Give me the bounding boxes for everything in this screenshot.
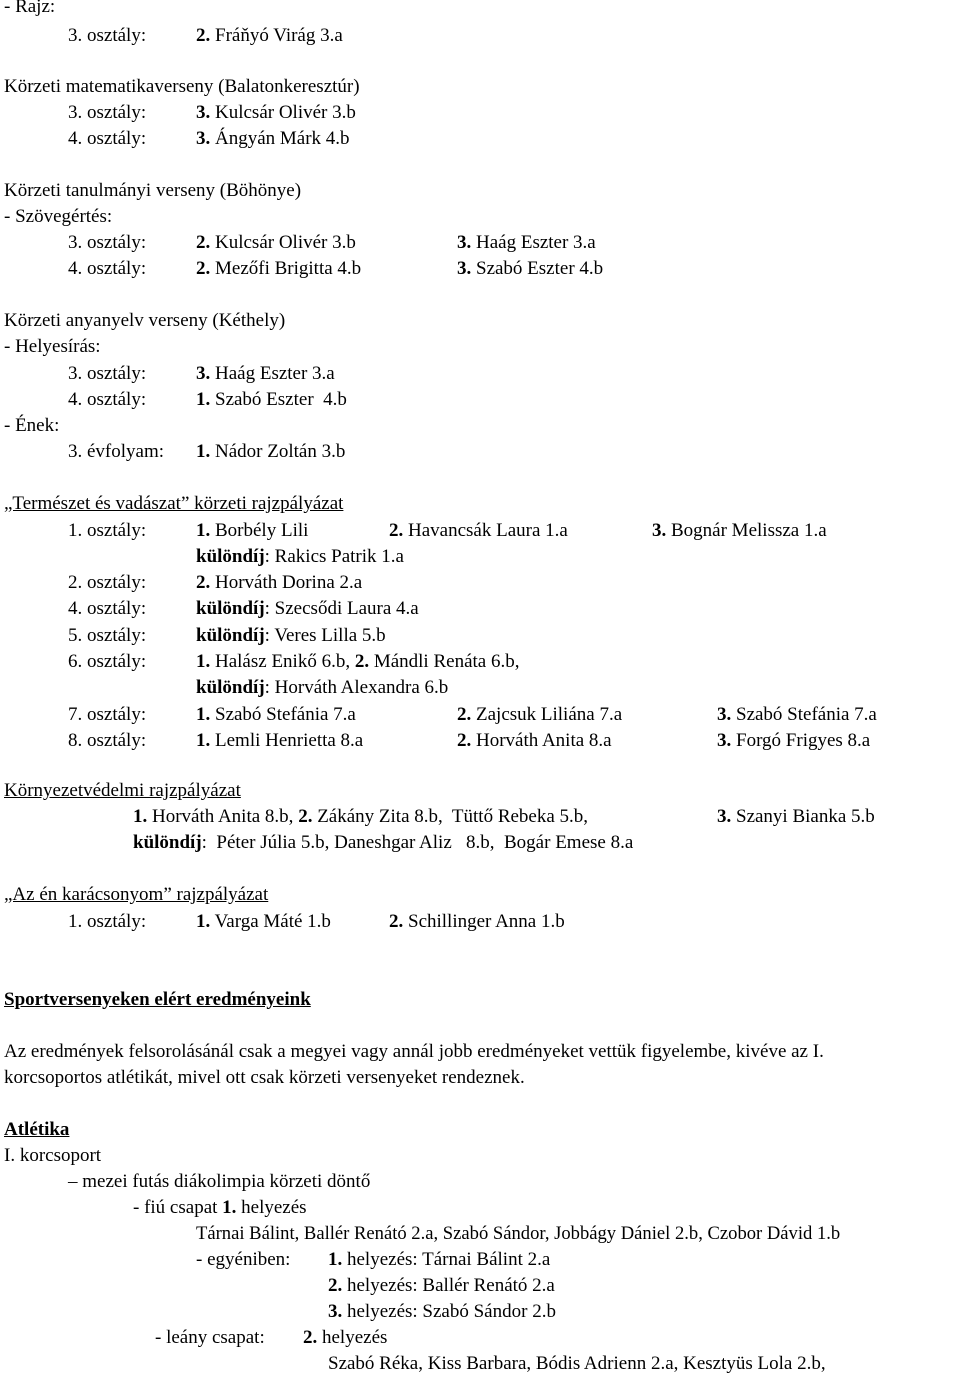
section-title-anyanyelv: Körzeti anyanyelv verseny (Kéthely) [4, 310, 286, 331]
class-label: 1. osztály: [68, 911, 147, 932]
special-prize-entry: különdíj: Péter Júlia 5.b, Daneshgar Aliz 8.b, Bogár Emese 8.a [133, 832, 634, 853]
section-title-termeszet: „Természet és vadászat” körzeti rajzpályázat [4, 493, 344, 514]
class-label: 6. osztály: [68, 651, 147, 672]
result-entry: 2. Horváth Dorina 2.a [196, 572, 363, 593]
result-entry: 2. Fráňyó Virág 3.a [196, 25, 343, 46]
class-label: 3. évfolyam: [68, 441, 165, 462]
age-group-label: I. korcsoport [4, 1145, 102, 1166]
result-entry: 2. Mezőfi Brigitta 4.b [196, 258, 362, 279]
result-entry: 3. Szabó Stefánia 7.a [717, 704, 877, 725]
section-title-karacsony: „Az én karácsonyom” rajzpályázat [4, 884, 269, 905]
section-title-matek: Körzeti matematikaverseny (Balatonkeresztúr) [4, 76, 360, 97]
result-entry: 1. Borbély Lili [196, 520, 309, 541]
section-title-tanulmanyi: Körzeti tanulmányi verseny (Böhönye) [4, 180, 302, 201]
class-label: 3. osztály: [68, 25, 147, 46]
event-title: – mezei futás diákolimpia körzeti döntő [68, 1171, 371, 1192]
special-prize-entry: különdíj: Veres Lilla 5.b [196, 625, 386, 646]
rajz-header: - Rajz: [4, 0, 56, 17]
result-entry: 3. Kulcsár Olivér 3.b [196, 102, 356, 123]
result-entry: 1. Nádor Zoltán 3.b [196, 441, 346, 462]
subsection-label: - Szövegértés: [4, 206, 113, 227]
result-entry: 3. Bognár Melissza 1.a [652, 520, 827, 541]
class-label: 2. osztály: [68, 572, 147, 593]
class-label: 8. osztály: [68, 730, 147, 751]
subsection-label: - Ének: [4, 415, 60, 436]
class-label: 3. osztály: [68, 102, 147, 123]
class-label: 4. osztály: [68, 389, 147, 410]
result-entry: 3. Szanyi Bianka 5.b [717, 806, 875, 827]
class-label: 4. osztály: [68, 128, 147, 149]
subsection-label: - Helyesírás: [4, 336, 101, 357]
result-entry: 1. Lemli Henrietta 8.a [196, 730, 364, 751]
class-label: 4. osztály: [68, 598, 147, 619]
result-entry: 2. Schillinger Anna 1.b [389, 911, 565, 932]
individual-result: 2. helyezés: Ballér Renátó 2.a [328, 1275, 555, 1296]
individual-result: 1. helyezés: Tárnai Bálint 2.a [328, 1249, 551, 1270]
result-entry: 2. Kulcsár Olivér 3.b [196, 232, 356, 253]
individual-label: - egyéniben: [196, 1249, 291, 1270]
result-entry: 3. Szabó Eszter 4.b [457, 258, 604, 279]
result-entry: 2. Horváth Anita 8.a [457, 730, 612, 751]
class-label: 7. osztály: [68, 704, 147, 725]
result-entry: 3. Haág Eszter 3.a [196, 363, 335, 384]
result-entry: 1. Halász Enikő 6.b, 2. Mándli Renáta 6.b, [196, 651, 520, 672]
result-entry: 3. Haág Eszter 3.a [457, 232, 596, 253]
team-result: - fiú csapat 1. helyezés [133, 1197, 307, 1218]
result-entry: 1. Szabó Eszter 4.b [196, 389, 347, 410]
result-entry: 2. Zajcsuk Liliána 7.a [457, 704, 623, 725]
class-label: 1. osztály: [68, 520, 147, 541]
subheading-atletika: Atlétika [4, 1119, 70, 1140]
class-label: 3. osztály: [68, 232, 147, 253]
paragraph: Az eredmények felsorolásánál csak a megyei vagy annál jobb eredményeket vettük figyelembe, kivéve az I. [4, 1041, 824, 1062]
result-entry: 1. Varga Máté 1.b [196, 911, 331, 932]
class-label: 4. osztály: [68, 258, 147, 279]
special-prize-entry: különdíj: Horváth Alexandra 6.b [196, 677, 449, 698]
section-title-kornyezet: Környezetvédelmi rajzpályázat [4, 780, 241, 801]
result-entry: 3. Ángyán Márk 4.b [196, 128, 350, 149]
class-label: 5. osztály: [68, 625, 147, 646]
team-members: Tárnai Bálint, Ballér Renátó 2.a, Szabó Sándor, Jobbágy Dániel 2.b, Czobor Dávid 1.b [196, 1223, 841, 1244]
result-entry: 3. Forgó Frigyes 8.a [717, 730, 871, 751]
result-entry: 1. Szabó Stefánia 7.a [196, 704, 356, 725]
result-entry: 1. Horváth Anita 8.b, 2. Zákány Zita 8.b, Tüttő Rebeka 5.b, [133, 806, 589, 827]
special-prize-entry: különdíj: Rakics Patrik 1.a [196, 546, 404, 567]
team-members: Szabó Réka, Kiss Barbara, Bódis Adrienn 2.a, Kesztyüs Lola 2.b, [328, 1353, 826, 1374]
class-label: 3. osztály: [68, 363, 147, 384]
team-result-label: - leány csapat: [155, 1327, 265, 1348]
section-heading-sport: Sportversenyeken elért eredményeink [4, 989, 311, 1010]
individual-result: 3. helyezés: Szabó Sándor 2.b [328, 1301, 556, 1322]
paragraph: korcsoportos atlétikát, mivel ott csak körzeti versenyeket rendeznek. [4, 1067, 525, 1088]
team-result: 2. helyezés [303, 1327, 388, 1348]
result-entry: 2. Havancsák Laura 1.a [389, 520, 568, 541]
special-prize-entry: különdíj: Szecsődi Laura 4.a [196, 598, 419, 619]
